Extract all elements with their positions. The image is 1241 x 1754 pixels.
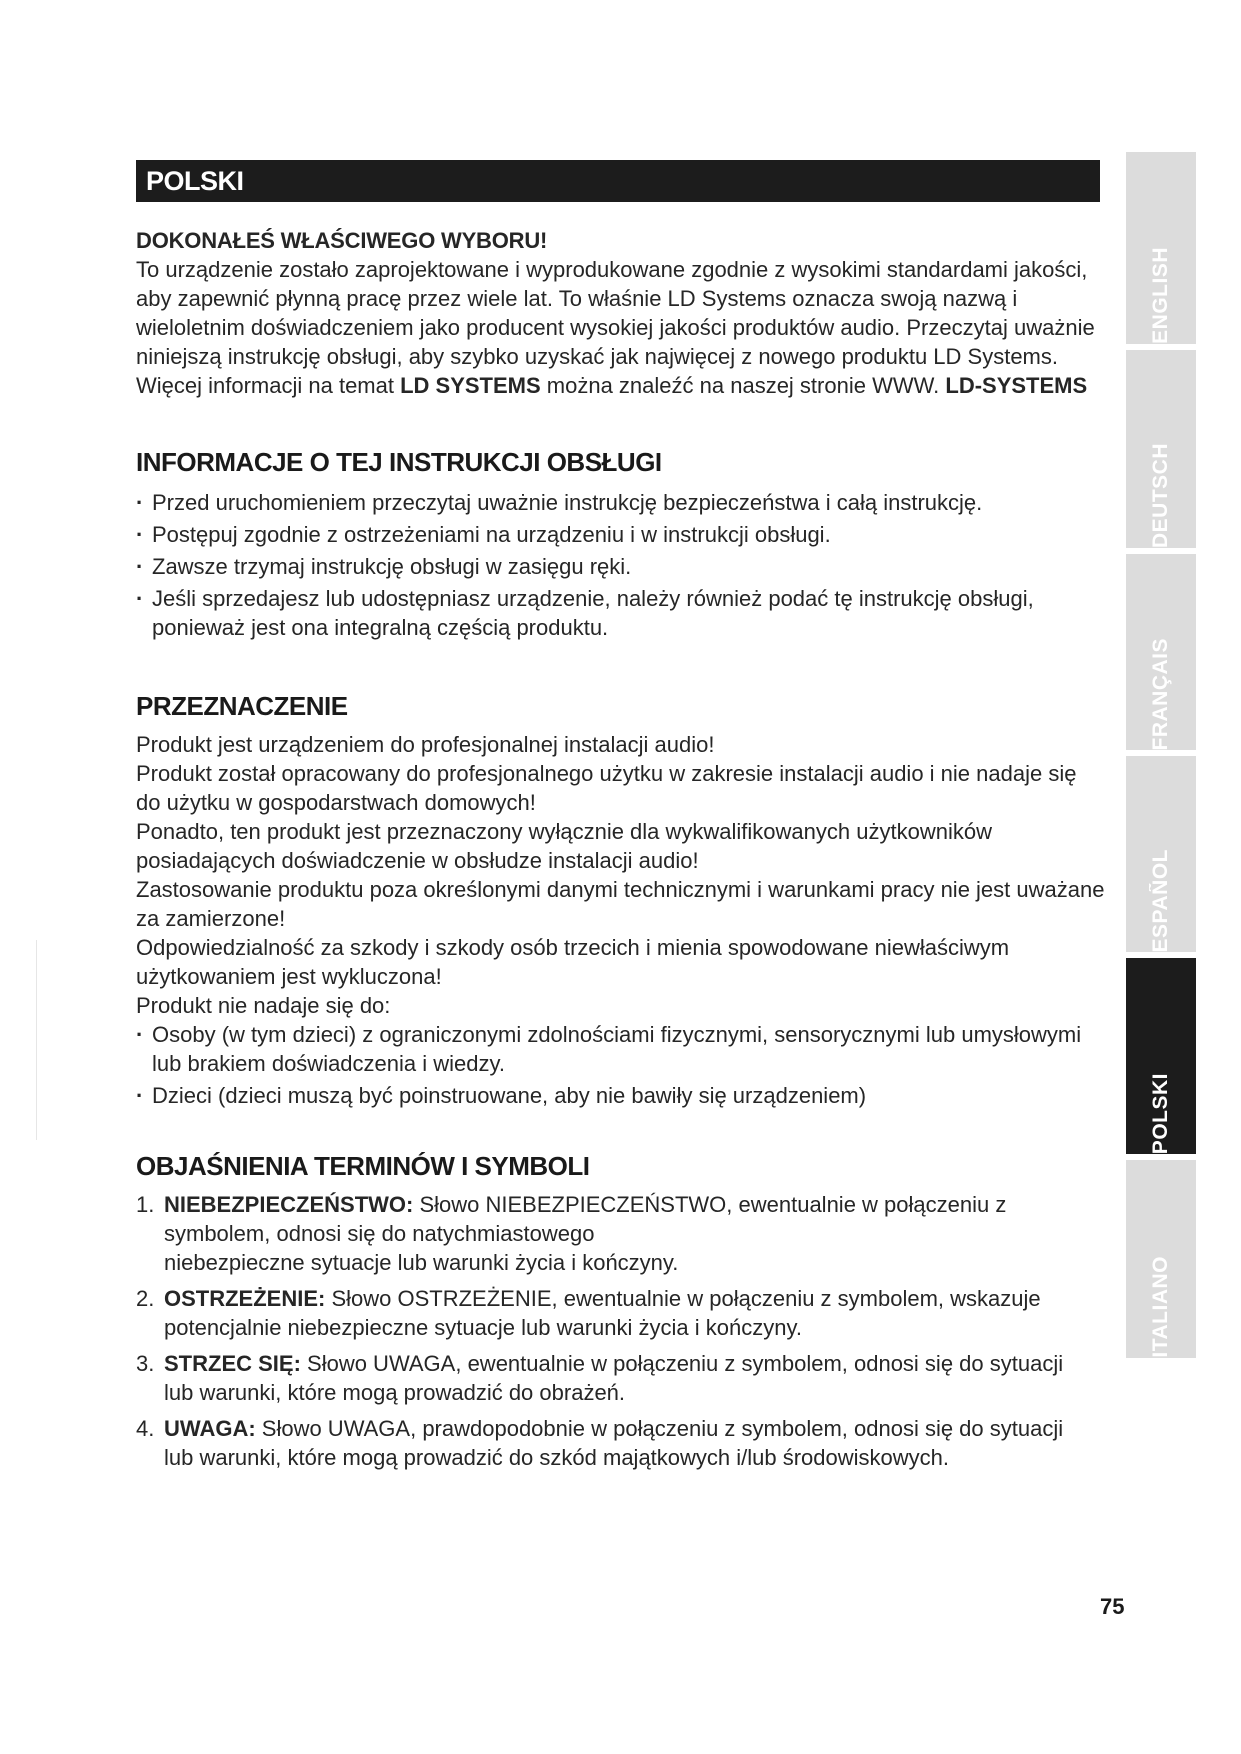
info-bullet-list	[136, 488, 1106, 642]
term-item	[136, 1190, 1106, 1277]
info-bullet: · Jeśli sprzedajesz lub udostępniasz urządzenie, należy również podać tę instrukcję obsługi, ponieważ jest ona integralną częścią produktu.	[136, 584, 1106, 642]
tab-deutsch[interactable]	[1126, 350, 1196, 548]
tab-polski-label: POLSKI	[1149, 1072, 1172, 1154]
brand-name: LD SYSTEMS	[400, 373, 541, 398]
purpose-bullet: · Dzieci (dzieci muszą być poinstruowane, aby nie bawiły się urządzeniem)	[136, 1081, 1106, 1110]
purpose-line: Zastosowanie produktu poza określonymi danymi technicznymi i warunkami pracy nie jest uważane za zamierzone!	[136, 877, 1105, 931]
term-keyword: NIEBEZPIECZEŃSTWO:	[164, 1192, 414, 1217]
terms-list	[136, 1190, 1106, 1472]
term-number: 3.	[136, 1351, 155, 1376]
tab-italiano[interactable]	[1126, 1160, 1196, 1358]
tab-espanol[interactable]	[1126, 756, 1196, 952]
info-bullet: · Przed uruchomieniem przeczytaj uważnie instrukcję bezpieczeństwa i całą instrukcję.	[136, 488, 1106, 517]
term-text-continued: niebezpieczne sytuacje lub warunki życia i kończyny.	[164, 1250, 679, 1275]
purpose-bullet: · Osoby (w tym dzieci) z ograniczonymi zdolnościami fizycznymi, sensorycznymi lub umysłowymi lub brakiem doświadczenia i wiedzy.	[136, 1020, 1106, 1078]
term-item	[136, 1414, 1106, 1472]
tab-francais-label: FRANÇAIS	[1149, 637, 1172, 750]
purpose-line: Produkt został opracowany do profesjonalnego użytku w zakresie instalacji audio i nie nadaje się do użytku w gospodarstwach domowych!	[136, 761, 1077, 815]
info-bullet: · Postępuj zgodnie z ostrzeżeniami na urządzeniu i w instrukcji obsługi.	[136, 520, 1106, 549]
purpose-line: Odpowiedzialność za szkody i szkody osób trzecich i mienia spowodowane niewłaściwym użytkowaniem jest wykluczona!	[136, 935, 1010, 989]
term-item	[136, 1349, 1106, 1407]
purpose-heading: PRZEZNACZENIE	[136, 691, 348, 721]
tab-polski[interactable]	[1126, 958, 1196, 1154]
section-title-bar: POLSKI	[136, 160, 1100, 202]
term-text-continued: lub warunki, które mogą prowadzić do obrażeń.	[164, 1380, 626, 1405]
purpose-bullet-list	[136, 1020, 1106, 1110]
term-number: 1.	[136, 1192, 155, 1217]
info-bullet: · Zawsze trzymaj instrukcję obsługi w zasięgu ręki.	[136, 552, 1106, 581]
term-keyword: STRZEC SIĘ:	[164, 1351, 301, 1376]
tab-english-label: ENGLISH	[1149, 247, 1172, 344]
term-text: Słowo OSTRZEŻENIE, ewentualnie w połączeniu z symbolem, wskazuje potencjalnie niebezpieczne sytuacje lub warunki życia i kończyny.	[164, 1286, 1041, 1340]
term-text: Słowo UWAGA, ewentualnie w połączeniu z symbolem, odnosi się do sytuacji	[300, 1351, 1064, 1376]
term-text: Słowo NIEBEZPIECZEŃSTWO, ewentualnie w połączeniu z symbolem, odnosi się do natychmiastowego	[164, 1192, 1007, 1246]
purpose-line: Produkt jest urządzeniem do profesjonalnej instalacji audio!	[136, 732, 715, 757]
intro-title: DOKONAŁEŚ WŁAŚCIWEGO WYBORU!	[136, 228, 548, 253]
page-edge-line	[36, 940, 37, 1140]
term-number: 2.	[136, 1286, 155, 1311]
tab-english[interactable]	[1126, 152, 1196, 344]
term-item	[136, 1284, 1106, 1342]
term-number: 4.	[136, 1416, 155, 1441]
tab-italiano-label: ITALIANO	[1149, 1256, 1172, 1358]
term-text-continued: lub warunki, które mogą prowadzić do szkód majątkowych i/lub środowiskowych.	[164, 1445, 950, 1470]
term-keyword: UWAGA:	[164, 1416, 256, 1441]
purpose-line: Produkt nie nadaje się do:	[136, 993, 391, 1018]
intro-more-info	[136, 371, 1106, 400]
content-column	[136, 226, 1106, 1479]
term-keyword: OSTRZEŻENIE:	[164, 1286, 326, 1311]
brand-site: LD-SYSTEMS	[945, 373, 1088, 398]
tab-deutsch-label: DEUTSCH	[1149, 442, 1172, 548]
term-text: Słowo UWAGA, prawdopodobnie w połączeniu z symbolem, odnosi się do sytuacji	[255, 1416, 1064, 1441]
page-number: 75	[1100, 1594, 1125, 1619]
purpose-line: Ponadto, ten produkt jest przeznaczony wyłącznie dla wykwalifikowanych użytkowników posiadających doświadczenie w obsłudze instalacji audio!	[136, 819, 992, 873]
intro-paragraph: To urządzenie zostało zaprojektowane i wyprodukowane zgodnie z wysokimi standardami jakości, aby zapewnić płynną pracę przez wiele lat. To właśnie LD Systems oznacza swoją nazwą i wieloletnim doświadczeniem jako producent wysokiej jakości produktów audio. Przeczytaj uważnie niniejszą instrukcję obsługi, aby szybko uzyskać jak najwięcej z nowego produktu LD Systems.	[136, 257, 1095, 369]
intro-more-prefix: Więcej informacji na temat	[136, 373, 401, 398]
intro-more-middle: można znaleźć na naszej stronie WWW.	[540, 373, 946, 398]
info-heading: INFORMACJE O TEJ INSTRUKCJI OBSŁUGI	[136, 447, 662, 477]
terms-heading: OBJAŚNIENIA TERMINÓW I SYMBOLI	[136, 1151, 590, 1181]
tab-francais[interactable]	[1126, 554, 1196, 750]
tab-espanol-label: ESPAÑOL	[1149, 848, 1172, 952]
